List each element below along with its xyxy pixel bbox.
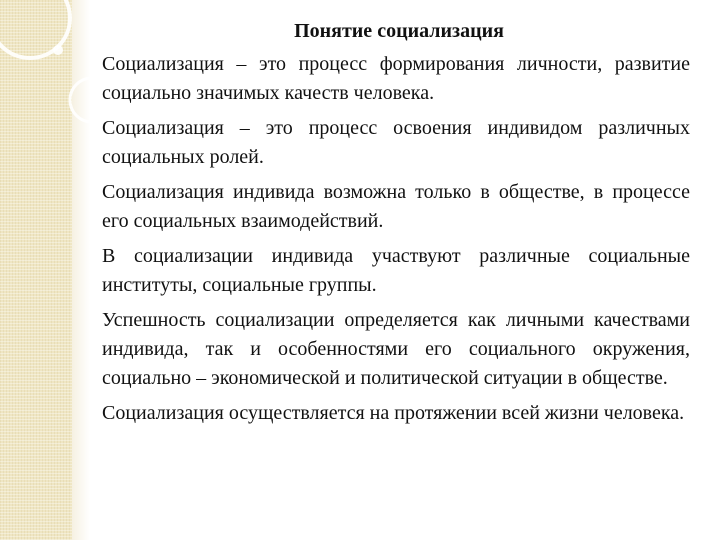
- paragraph-5: Успешность социализации определяется как личными качествами индивида, так и особенностями его социального окружения, социально – экономической и политической ситуации в обществе.: [102, 309, 690, 389]
- paragraph-3: Социализация индивида возможна только в обществе, в процессе его социальных взаимодействий.: [102, 181, 690, 232]
- paragraph-2: Социализация – это процесс освоения индивидом различных социальных ролей.: [102, 117, 690, 168]
- slide-content: [102, 18, 690, 434]
- slide-title: Понятие социализация: [294, 20, 504, 42]
- paragraph-6: Социализация осуществляется на протяжении всей жизни человека.: [102, 402, 685, 424]
- paragraph-1: Социализация – это процесс формирования личности, развитие социально значимых качеств человека.: [102, 53, 690, 104]
- ring-dot: [53, 45, 63, 55]
- paragraph-4: В социализации индивида участвуют различные социальные институты, социальные группы.: [102, 245, 690, 296]
